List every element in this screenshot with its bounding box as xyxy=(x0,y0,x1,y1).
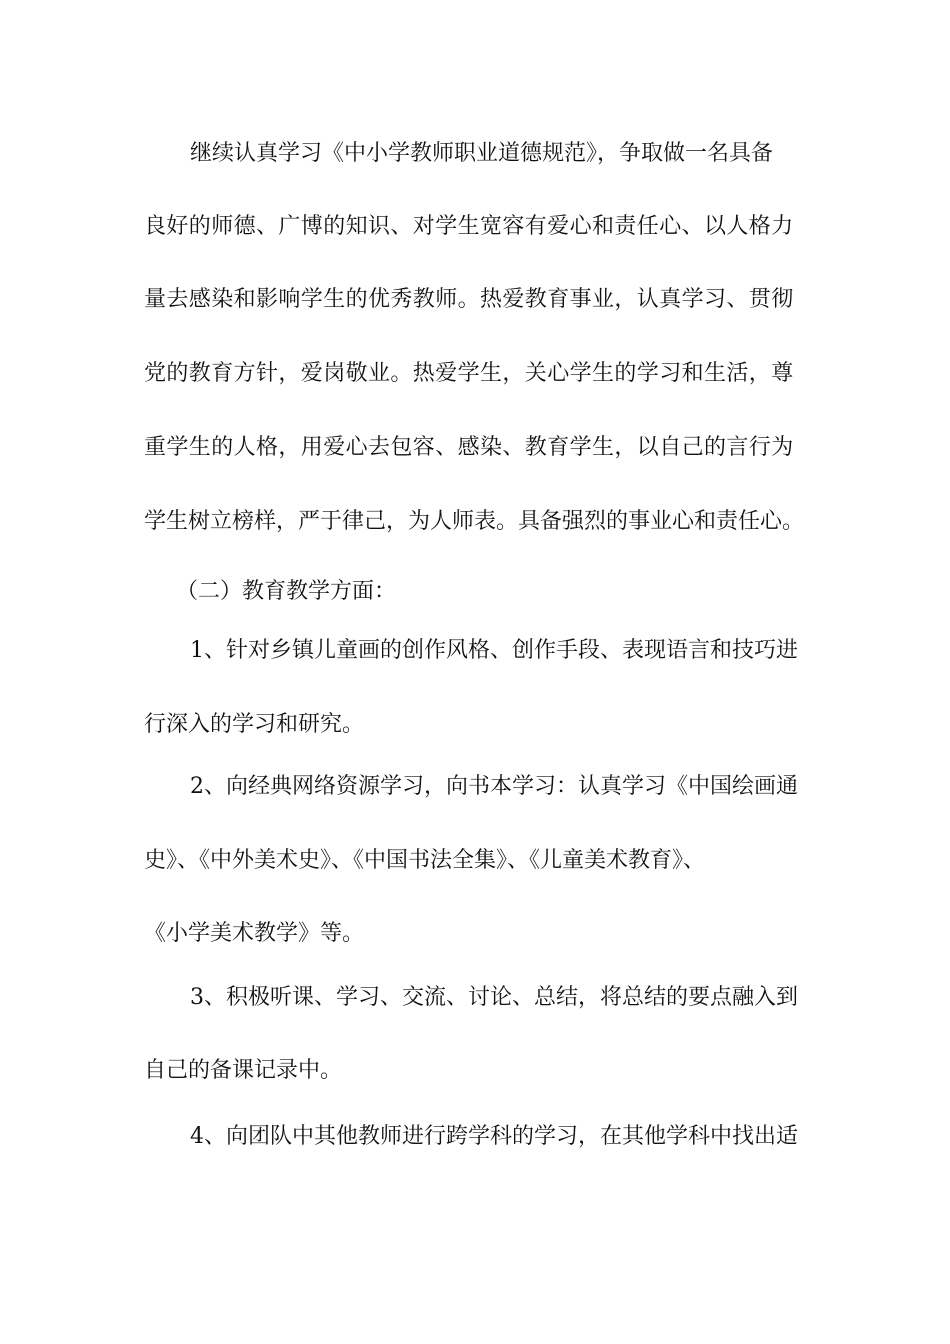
list-item-4-line-1: 4、向团队中其他教师进行跨学科的学习，在其他学科中找出适 xyxy=(190,1124,798,1149)
paragraph-line-6: 学生树立榜样，严于律己，为人师表。具备强烈的事业心和责任心。 xyxy=(144,509,805,534)
list-item-3-line-2: 自己的备课记录中。 xyxy=(144,1058,343,1083)
paragraph-line-3: 量去感染和影响学生的优秀教师。热爱教育事业，认真学习、贯彻 xyxy=(144,287,794,312)
list-item-1-line-2: 行深入的学习和研究。 xyxy=(144,712,365,737)
list-item-2-line-1: 2、向经典网络资源学习，向书本学习：认真学习《中国绘画通 xyxy=(190,774,798,799)
list-item-3-line-1: 3、积极听课、学习、交流、讨论、总结，将总结的要点融入到 xyxy=(190,985,798,1010)
list-item-1-line-1: 1、针对乡镇儿童画的创作风格、创作手段、表现语言和技巧进 xyxy=(190,638,798,663)
paragraph-line-2: 良好的师德、广博的知识、对学生宽容有爱心和责任心、以人格力 xyxy=(144,214,794,239)
list-item-2-line-2: 史》、《中外美术史》、《中国书法全集》、《儿童美术教育》、 xyxy=(144,848,706,873)
paragraph-line-4: 党的教育方针，爱岗敬业。热爱学生，关心学生的学习和生活，尊 xyxy=(144,361,794,386)
paragraph-line-1: 继续认真学习《中小学教师职业道德规范》，争取做一名具备 xyxy=(190,141,774,166)
paragraph-line-5: 重学生的人格，用爱心去包容、感染、教育学生，以自己的言行为 xyxy=(144,435,794,460)
list-item-2-line-3: 《小学美术教学》等。 xyxy=(144,921,365,946)
section-heading: （二）教育教学方面： xyxy=(176,579,397,604)
